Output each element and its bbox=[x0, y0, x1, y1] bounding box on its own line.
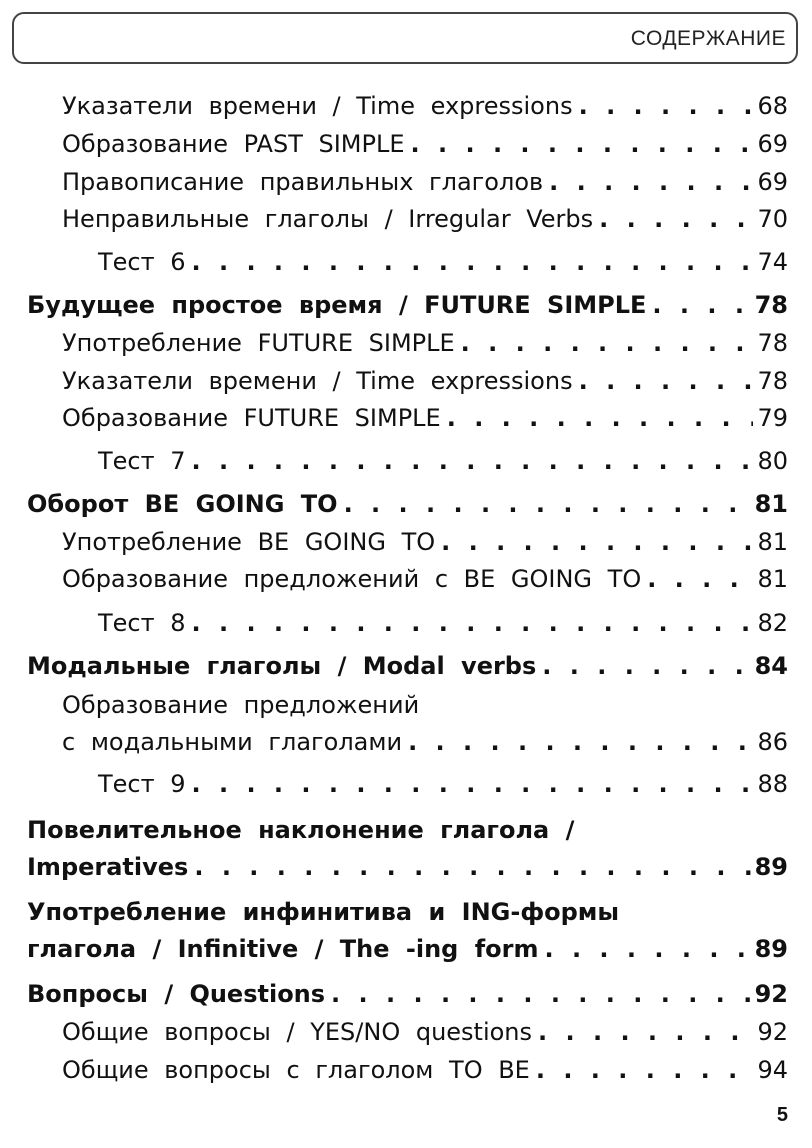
toc-entry-title: Повелительное наклонение глагола / bbox=[27, 816, 575, 844]
toc-entry-title: Указатели времени / Time expressions bbox=[62, 92, 573, 120]
toc-entry[interactable] bbox=[0, 324, 812, 362]
toc-entry-title: глагола / Infinitive / The -ing form bbox=[27, 935, 539, 963]
dot-leader bbox=[192, 604, 754, 642]
dot-leader bbox=[652, 286, 750, 324]
toc-entry-page: 81 bbox=[754, 490, 788, 518]
dot-leader bbox=[441, 523, 753, 561]
toc-entry-page: 69 bbox=[757, 168, 788, 196]
toc-entry-page: 69 bbox=[757, 130, 788, 158]
dot-leader bbox=[544, 930, 750, 968]
toc-entry-title: Употребление FUTURE SIMPLE bbox=[62, 329, 455, 357]
toc-test-entry[interactable] bbox=[0, 243, 812, 281]
toc-entry-line bbox=[0, 686, 812, 724]
dot-leader bbox=[192, 243, 754, 281]
toc-entry-title: Правописание правильных глаголов bbox=[62, 168, 544, 196]
toc-entry-page: 80 bbox=[757, 447, 788, 475]
dot-leader bbox=[647, 560, 753, 598]
dot-leader bbox=[579, 362, 754, 400]
dot-leader bbox=[192, 765, 754, 803]
toc-test-entry[interactable] bbox=[0, 604, 812, 642]
dot-leader bbox=[408, 723, 753, 761]
dot-leader bbox=[331, 975, 751, 1013]
toc-entry[interactable] bbox=[0, 1051, 812, 1089]
toc-entry-title: Образование PAST SIMPLE bbox=[62, 130, 405, 158]
toc-section-entry[interactable] bbox=[0, 286, 812, 324]
page-number: 5 bbox=[776, 1104, 788, 1126]
toc-entry[interactable] bbox=[0, 399, 812, 437]
toc-entry[interactable] bbox=[0, 1013, 812, 1051]
toc-entry-title: Образование FUTURE SIMPLE bbox=[62, 404, 441, 432]
toc-test-entry[interactable] bbox=[0, 442, 812, 480]
toc-entry-page: 81 bbox=[757, 565, 788, 593]
toc-entry[interactable] bbox=[0, 200, 812, 238]
toc-entry-title: Образование предложений bbox=[62, 691, 420, 719]
toc-entry-page: 94 bbox=[757, 1056, 788, 1084]
dot-leader bbox=[194, 848, 750, 886]
toc-entry-page: 78 bbox=[757, 329, 788, 357]
dot-leader bbox=[599, 200, 753, 238]
toc-entry-page: 70 bbox=[757, 205, 788, 233]
toc-entry-title: Тест 9 bbox=[98, 770, 186, 798]
toc-entry[interactable] bbox=[0, 362, 812, 400]
dot-leader bbox=[411, 125, 754, 163]
toc-entry-page: 88 bbox=[757, 770, 788, 798]
toc-entry-title: Imperatives bbox=[27, 853, 189, 881]
toc-entry[interactable] bbox=[0, 125, 812, 163]
dot-leader bbox=[536, 1051, 754, 1089]
toc-section-entry-line bbox=[0, 811, 812, 849]
toc-section-entry[interactable] bbox=[0, 647, 812, 685]
toc-section-entry[interactable] bbox=[0, 848, 812, 886]
toc-entry-page: 92 bbox=[757, 1018, 788, 1046]
toc-entry-title: Тест 7 bbox=[98, 447, 186, 475]
toc-section-entry[interactable] bbox=[0, 930, 812, 968]
dot-leader bbox=[549, 163, 753, 201]
toc-entry-title: Образование предложений с BE GOING TO bbox=[62, 565, 642, 593]
toc-section-entry[interactable] bbox=[0, 975, 812, 1013]
dot-leader bbox=[542, 647, 750, 685]
dot-leader bbox=[192, 442, 754, 480]
toc-entry-title: с модальными глаголами bbox=[62, 728, 403, 756]
toc-entry-title: Общие вопросы с глаголом TO BE bbox=[62, 1056, 530, 1084]
toc-entry-title: Вопросы / Questions bbox=[27, 980, 326, 1008]
toc-entry-page: 78 bbox=[757, 367, 788, 395]
toc-entry-title: Употребление инфинитива и ING-формы bbox=[27, 898, 620, 926]
toc-entry-page: 84 bbox=[754, 652, 788, 680]
dot-leader bbox=[461, 324, 754, 362]
toc-entry-page: 82 bbox=[757, 609, 788, 637]
toc-section-entry-line bbox=[0, 893, 812, 931]
toc-entry[interactable] bbox=[0, 523, 812, 561]
dot-leader bbox=[538, 1013, 753, 1051]
section-header bbox=[12, 12, 798, 64]
dot-leader bbox=[344, 485, 751, 523]
toc-entry-title: Будущее простое время / FUTURE SIMPLE bbox=[27, 291, 647, 319]
toc-section-entry[interactable] bbox=[0, 485, 812, 523]
toc-entry-page: 89 bbox=[754, 853, 788, 881]
dot-leader bbox=[579, 87, 754, 125]
section-title: СОДЕРЖАНИЕ bbox=[630, 27, 786, 50]
toc-entry-title: Употребление BE GOING TO bbox=[62, 528, 436, 556]
toc-entry-title: Тест 6 bbox=[98, 248, 186, 276]
toc-entry-page: 89 bbox=[754, 935, 788, 963]
toc-entry[interactable] bbox=[0, 163, 812, 201]
toc-entry-page: 79 bbox=[757, 404, 788, 432]
toc-entry-title: Оборот BE GOING TO bbox=[27, 490, 338, 518]
toc-entry-page: 74 bbox=[757, 248, 788, 276]
toc-test-entry[interactable] bbox=[0, 765, 812, 803]
toc-entry-title: Неправильные глаголы / Irregular Verbs bbox=[62, 205, 594, 233]
toc-entry[interactable] bbox=[0, 723, 812, 761]
toc-entry-page: 81 bbox=[757, 528, 788, 556]
toc-entry-title: Модальные глаголы / Modal verbs bbox=[27, 652, 537, 680]
toc-entry[interactable] bbox=[0, 87, 812, 125]
toc-entry-page: 92 bbox=[754, 980, 788, 1008]
toc-entry-page: 86 bbox=[757, 728, 788, 756]
toc-entry-title: Общие вопросы / YES/NO questions bbox=[62, 1018, 533, 1046]
toc-entry-page: 78 bbox=[754, 291, 788, 319]
toc-entry-page: 68 bbox=[757, 92, 788, 120]
dot-leader bbox=[447, 399, 754, 437]
toc-entry-title: Тест 8 bbox=[98, 609, 186, 637]
toc-entry-title: Указатели времени / Time expressions bbox=[62, 367, 573, 395]
toc-entry[interactable] bbox=[0, 560, 812, 598]
